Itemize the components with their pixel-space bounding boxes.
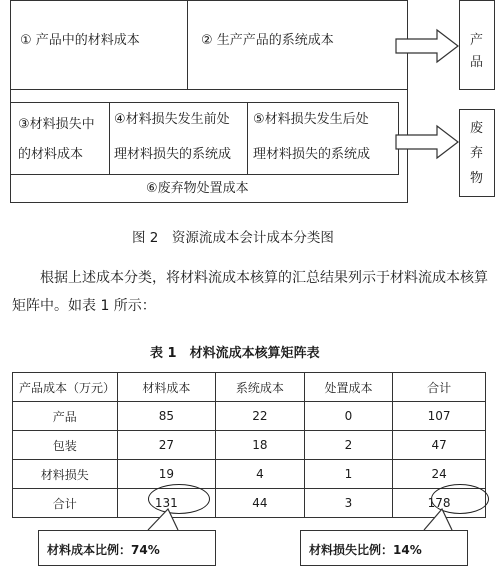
- table-cell: 47: [393, 431, 486, 460]
- table-cell: 材料损失: [13, 460, 118, 489]
- table-cell: 18: [216, 431, 305, 460]
- table-header-cell: 产品成本（万元）: [13, 373, 118, 402]
- note-material-loss-ratio: 材料损失比例：14%: [300, 530, 468, 566]
- table-cell: 107: [393, 402, 486, 431]
- output-product-label: 产 品: [470, 33, 484, 70]
- box4-line1: ④材料损失发生前处: [114, 112, 230, 127]
- box3-line1: ③材料损失中: [18, 117, 95, 132]
- figure-caption: 图 2 资源流成本会计成本分类图: [132, 230, 334, 246]
- box5-line1: ⑤材料损失发生后处: [253, 112, 369, 127]
- table-cell: 2: [304, 431, 393, 460]
- body-paragraph: 根据上述成本分类，将材料流成本核算的汇总结果列示于材料流成本核算矩阵中。如表 1 所示：: [12, 270, 488, 314]
- table-header-cell: 处置成本: [304, 373, 393, 402]
- table-cell: 44: [216, 489, 305, 518]
- output-waste-char1: 废: [470, 121, 484, 136]
- box-waste-disposal-label: ⑥废弃物处置成本: [146, 181, 249, 196]
- box3-line2: 的材料成本: [18, 147, 84, 162]
- output-waste-char2: 弃: [470, 146, 484, 161]
- table-cell: 22: [216, 402, 305, 431]
- table-cell: 27: [117, 431, 216, 460]
- table-cell: 1: [304, 460, 393, 489]
- table-cell: 产品: [13, 402, 118, 431]
- table-cell: 178: [393, 489, 486, 518]
- table-cell: 19: [117, 460, 216, 489]
- box4-line2: 理材料损失的系统成: [114, 147, 232, 162]
- table-cell: 4: [216, 460, 305, 489]
- table-cell: 3: [304, 489, 393, 518]
- output-waste-char3: 物: [470, 171, 484, 186]
- box-product-material-cost-label: ① 产品中的材料成本: [20, 33, 140, 48]
- table-cell: 合计: [13, 489, 118, 518]
- table-cell: 85: [117, 402, 216, 431]
- table-header-cell: 合计: [393, 373, 486, 402]
- table-header-cell: 系统成本: [216, 373, 305, 402]
- table-cell: 0: [304, 402, 393, 431]
- box5-line2: 理材料损失的系统成: [253, 147, 371, 162]
- box-product-system-cost-label: ② 生产产品的系统成本: [201, 33, 334, 48]
- note-material-cost-ratio: 材料成本比例：74%: [38, 530, 216, 566]
- table-cell: 包装: [13, 431, 118, 460]
- table-cell: 24: [393, 460, 486, 489]
- table-title: 表 1 材料流成本核算矩阵表: [150, 346, 320, 361]
- table-cell: 131: [117, 489, 216, 518]
- table-header-cell: 材料成本: [117, 373, 216, 402]
